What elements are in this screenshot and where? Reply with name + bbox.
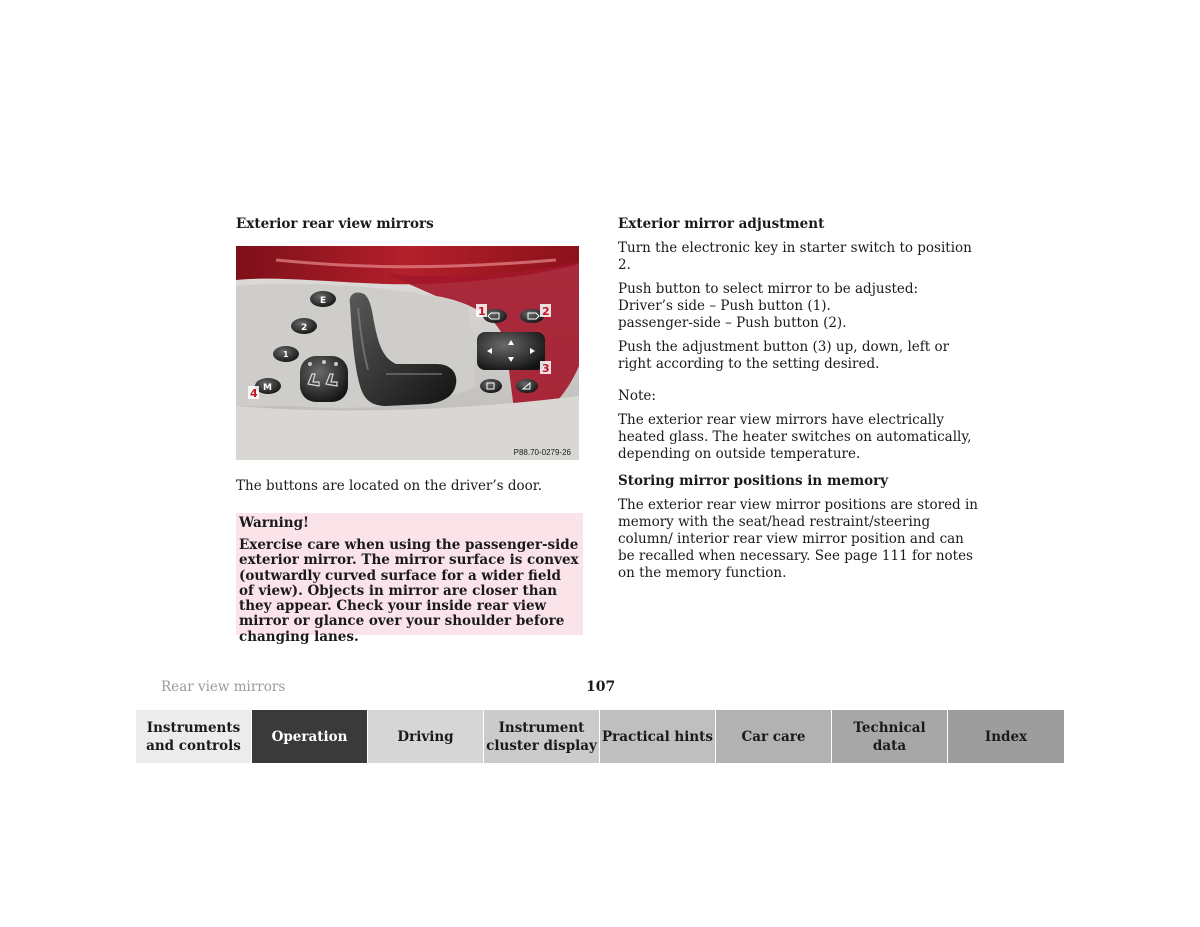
figure-code: P88.70-0279-26 (513, 448, 571, 457)
adjustment-paragraph-1: Turn the electronic key in starter switch to position 2. (618, 240, 972, 273)
callout-1: 1 (478, 305, 486, 318)
tab-driving[interactable]: Driving (368, 710, 484, 763)
tab-practical-hints[interactable]: Practical hints (600, 710, 716, 763)
button-label-2: 2 (301, 323, 308, 333)
section-heading-exterior-mirrors: Exterior rear view mirrors (236, 216, 434, 232)
callout-4: 4 (250, 387, 258, 400)
running-section-label: Rear view mirrors (161, 679, 286, 695)
adjustment-paragraph-3: Push the adjustment button (3) up, down, left or right according to the setting desired. (618, 339, 950, 372)
button-label-e: E (320, 296, 327, 306)
tab-car-care[interactable]: Car care (716, 710, 832, 763)
right-column (618, 216, 978, 589)
tab-instruments-and-controls[interactable]: Instruments and controls (136, 710, 252, 763)
mirror-fold-button-left (480, 379, 502, 393)
section-heading-mirror-adjustment: Exterior mirror adjustment (618, 216, 825, 232)
tab-index[interactable]: Index (948, 710, 1064, 763)
warning-box (236, 513, 583, 645)
adjustment-line-1: Push button to select mirror to be adjusted: (618, 281, 919, 297)
warning-title: Warning! (239, 515, 309, 531)
callout-3: 3 (542, 362, 550, 375)
button-label-1: 1 (283, 350, 289, 359)
adjustment-line-3: passenger-side – Push button (2). (618, 315, 847, 331)
memory-paragraph: The exterior rear view mirror positions are stored in memory with the seat/head restraint/steering column/ interior rear view mirror position and can be recalled when necessary. See page 111 for notes on the memory function. (618, 497, 979, 581)
figure-caption: The buttons are located on the driver’s door. (236, 478, 543, 494)
tab-instrument-cluster-display[interactable]: Instrument cluster display (484, 710, 600, 763)
section-heading-memory: Storing mirror positions in memory (618, 473, 889, 489)
chapter-navigation-bar (136, 710, 1065, 763)
page-number: 107 (586, 679, 616, 695)
adjustment-line-2: Driver’s side – Push button (1). (618, 298, 831, 314)
note-label: Note: (618, 388, 656, 404)
door-control-panel-illustration (236, 246, 579, 460)
warning-body: Exercise care when using the passenger-side exterior mirror. The mirror surface is convex (outwardly curved surface for a wider field of view). Objects in mirror are closer than they appear. Check your inside rear view mirror or glance over your shoulder before changing lanes. (239, 537, 579, 645)
tab-technical-data[interactable]: Technical data (832, 710, 948, 763)
tab-operation[interactable]: Operation (252, 710, 368, 763)
door-panel-drawing (236, 246, 579, 460)
button-label-m: M (263, 383, 272, 393)
note-text: The exterior rear view mirrors have electrically heated glass. The heater switches on automatically, depending on outside temperature. (618, 412, 972, 462)
adjustment-paragraph-2 (618, 281, 978, 332)
callout-2: 2 (542, 305, 550, 318)
